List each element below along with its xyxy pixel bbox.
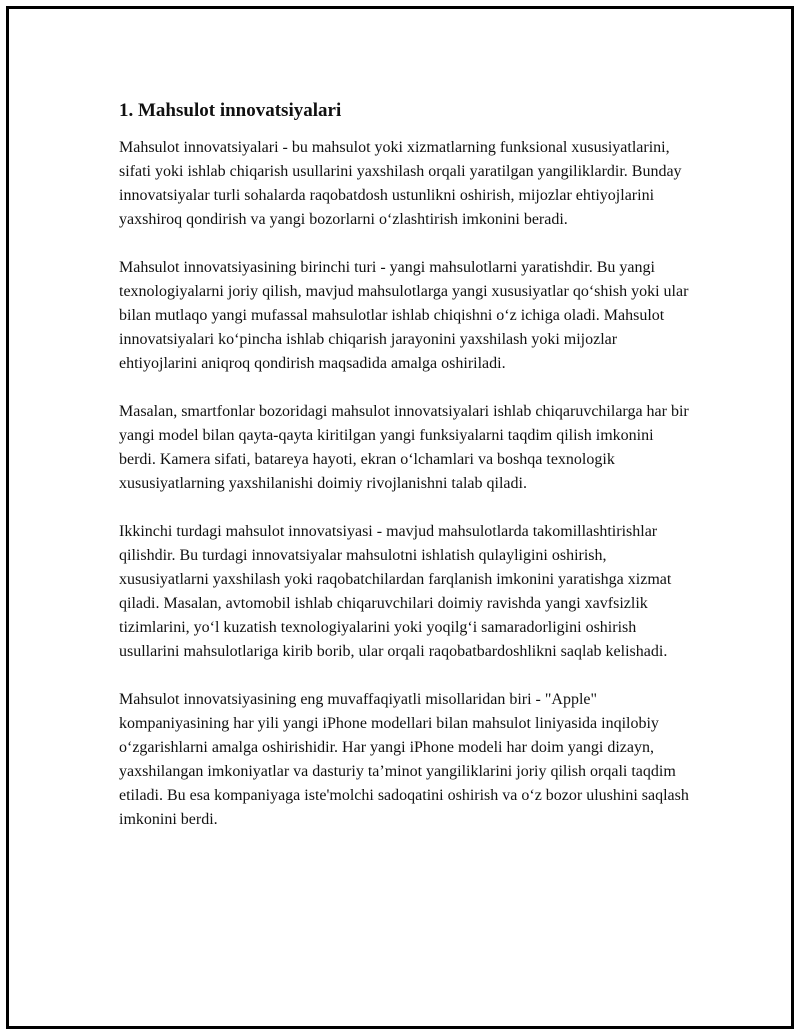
page-frame (6, 6, 794, 1029)
section-heading: 1. Mahsulot innovatsiyalari (119, 100, 342, 121)
document-body (119, 99, 694, 856)
paragraph-4: Ikkinchi turdagi mahsulot innovatsiyasi - mavjud mahsulotlarda takomillashtirishlar qilishdir. Bu turdagi innovatsiyalar mahsulotni ishlatish qulayligini oshirish, xususiyatlarni yaxshilash yoki raqobatchilardan farqlanish imkonini yaratishga xizmat qiladi. Masalan, avtomobil ishlab chiqaruvchilari doimiy ravishda yangi xavfsizlik tizimlarini, yo‘l kuzatish texnologiyalarini yoki yoqilg‘i samaradorligini oshirish usullarini mahsulotlariga kirib borib, ular orqali raqobatbardoshlikni saqlab kelishadi. (119, 523, 672, 660)
paragraph-1: Mahsulot innovatsiyalari - bu mahsulot yoki xizmatlarning funksional xususiyatlarini, sifati yoki ishlab chiqarish usullarini yaxshilash orqali yaratilgan yangiliklardir. Bunday innovatsiyalar turli sohalarda raqobatdosh ustunlikni oshirish, mijozlar ehtiyojlarini yaxshiroq qondirish va yangi bozorlarni o‘zlashtirish imkonini beradi. (119, 139, 682, 228)
paragraph-2: Mahsulot innovatsiyasining birinchi turi - yangi mahsulotlarni yaratishdir. Bu yangi texnologiyalarni joriy qilish, mavjud mahsulotlarga yangi xususiyatlar qo‘shish yoki ular bilan mutlaqo yangi mufassal mahsulotlar ishlab chiqishni o‘z ichiga oladi. Mahsulot innovatsiyalari ko‘pincha ishlab chiqarish jarayonini yaxshilash yoki mijozlar ehtiyojlarini aniqroq qondirish maqsadida amalga oshiriladi. (119, 259, 689, 372)
paragraph-3: Masalan, smartfonlar bozoridagi mahsulot innovatsiyalari ishlab chiqaruvchilarga har bir yangi model bilan qayta-qayta kiritilgan yangi funksiyalarni taqdim qilish imkonini berdi. Kamera sifati, batareya hayoti, ekran o‘lchamlari va boshqa texnologik xususiyatlarning yaxshilanishi doimiy rivojlanishni talab qiladi. (119, 403, 689, 492)
paragraph-5: Mahsulot innovatsiyasining eng muvaffaqiyatli misollaridan biri - "Apple" kompaniyasining har yili yangi iPhone modellari bilan mahsulot liniyasida inqilobiy o‘zgarishlarni amalga oshirishidir. Har yangi iPhone modeli har doim yangi dizayn, yaxshilangan imkoniyatlar va dasturiy ta’minot yangiliklarini joriy qilish orqali taqdim etiladi. Bu esa kompaniyaga iste'molchi sadoqatini oshirish va o‘z bozor ulushini saqlash imkonini berdi. (119, 691, 689, 828)
